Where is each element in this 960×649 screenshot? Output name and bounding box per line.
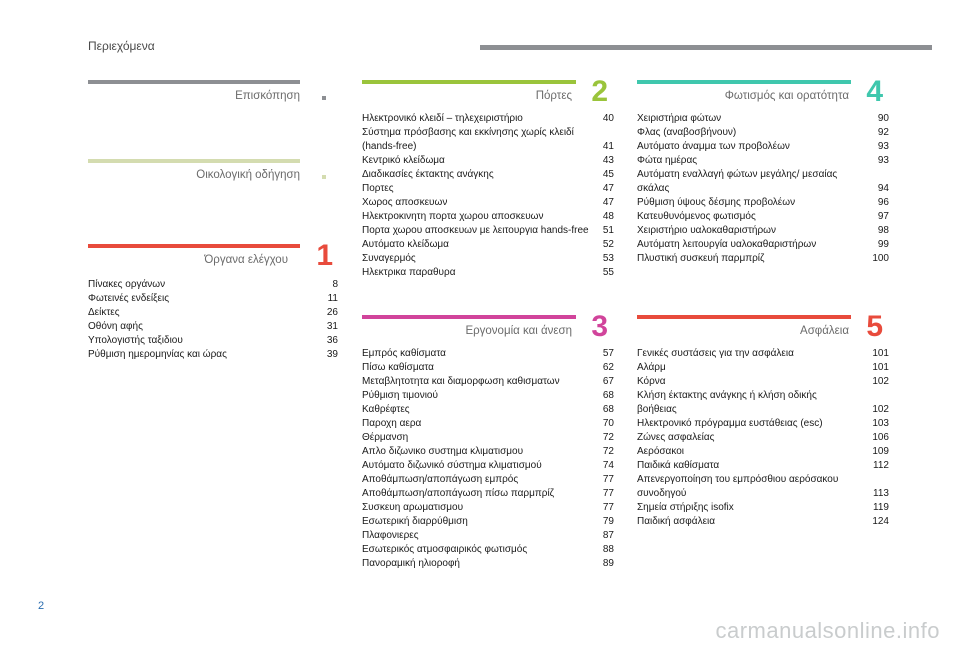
toc-entry-page: 41 (602, 141, 614, 152)
toc-entry-title: Σημεία στήριξης isofix (637, 502, 734, 513)
toc-entry[interactable] (637, 140, 889, 154)
toc-entry-title: Ηλεκτρονικό κλειδί – τηλεχειριστήριο (362, 113, 523, 124)
toc-entry[interactable] (88, 306, 338, 320)
toc-entry-page: 106 (872, 432, 889, 443)
toc-entry-page: 55 (602, 267, 614, 278)
toc-entry-title: Πλαφονιερες (362, 530, 419, 541)
toc-entry-page: 8 (332, 279, 338, 290)
toc-entry[interactable] (637, 417, 889, 431)
toc-entry-title: Μεταβλητοτητα και διαμορφωση καθισματων (362, 376, 560, 387)
toc-entry[interactable] (637, 445, 889, 459)
toc-entry-page: 67 (602, 376, 614, 387)
toc-entry-title: Υπολογιστής ταξιδιου (88, 335, 183, 346)
toc-entry-title: Πίνακες οργάνων (88, 279, 166, 290)
toc-entry-page: 93 (877, 155, 889, 166)
section-number: 3 (591, 310, 608, 343)
toc-entry-title: Αυτόματη εναλλαγή φώτων μεγάλης/ μεσαίας σκάλας (637, 169, 838, 194)
toc-entry-title: Χωρος αποσκευων (362, 197, 448, 208)
toc-entry[interactable] (362, 126, 614, 154)
toc-entry-title: Παιδική ασφάλεια (637, 516, 716, 527)
toc-entry-title: Αποθάμπωση/αποπάγωση εμπρός (362, 474, 519, 485)
toc-entry-page: 102 (872, 404, 889, 415)
toc-entry-page: 77 (602, 474, 614, 485)
toc-entry-page: 79 (602, 516, 614, 527)
toc-entry-title: Αυτόματη λειτουργία υαλοκαθαριστήρων (637, 239, 817, 250)
toc-entry-page: 99 (877, 239, 889, 250)
toc-entry[interactable] (88, 278, 338, 292)
toc-entry-title: Απλο διζωνικο συστημα κλιματισμου (362, 446, 524, 457)
toc-entry-title: Συναγερμός (362, 253, 416, 264)
toc-entry[interactable] (362, 515, 614, 529)
section-title[interactable]: Φωτισμός και ορατότητα (724, 90, 849, 102)
toc-entry[interactable] (362, 389, 614, 403)
toc-entry-title: Ηλεκτρικα παραθυρα (362, 267, 456, 278)
toc-entry-page: 113 (873, 488, 889, 499)
toc-entry[interactable] (362, 210, 614, 224)
toc-entry-page: 68 (602, 404, 614, 415)
toc-entry[interactable] (362, 375, 614, 389)
toc-entry-page: 52 (602, 239, 614, 250)
toc-entry[interactable] (362, 529, 614, 543)
toc-entry[interactable] (362, 473, 614, 487)
toc-entry-title: Αλάρμ (637, 362, 666, 373)
section-rule (362, 315, 576, 319)
toc-entry[interactable] (362, 266, 614, 280)
toc-entry[interactable] (637, 238, 889, 252)
toc-entry-title: Φωτεινές ενδείξεις (88, 293, 170, 304)
toc-entry-title: Αερόσακοι (637, 446, 684, 457)
toc-entry[interactable] (362, 238, 614, 252)
toc-entry-page: 53 (602, 253, 614, 264)
toc-entry-title: Ζώνες ασφαλείας (637, 432, 715, 443)
section-rule (637, 315, 851, 319)
toc-entry-title: Ηλεκτρονικό πρόγραμμα ευστάθειας (esc) (637, 418, 823, 429)
toc-entry-title: Πορτα χωρου αποσκευων με λειτουργια hands-free (362, 225, 589, 236)
toc-entry[interactable] (637, 210, 889, 224)
toc-entry-page: 72 (602, 446, 614, 457)
toc-entry-page: 51 (602, 225, 614, 236)
toc-entry-page: 89 (602, 558, 614, 569)
toc-entry-page: 72 (602, 432, 614, 443)
toc-list (362, 347, 614, 571)
section-title[interactable]: Πόρτες (535, 90, 572, 102)
toc-list (637, 112, 889, 266)
section-rule (88, 80, 300, 84)
toc-entry[interactable] (362, 252, 614, 266)
toc-entry[interactable] (637, 473, 889, 501)
toc-entry-page: 36 (326, 335, 338, 346)
toc-entry-title: Ηλεκτροκινητη πορτα χωρου αποσκευων (362, 211, 544, 222)
toc-entry-title: Κλήση έκτακτης ανάγκης ή κλήση οδικής βοήθειας (637, 390, 817, 415)
toc-entry-page: 74 (602, 460, 614, 471)
toc-entry-page: 11 (327, 293, 338, 304)
toc-entry-page: 109 (872, 446, 889, 457)
toc-entry-page: 103 (872, 418, 889, 429)
toc-entry[interactable] (637, 154, 889, 168)
toc-entry-title: Ρύθμιση ύψους δέσμης προβολέων (637, 197, 796, 208)
toc-entry-title: Παιδικά καθίσματα (637, 460, 720, 471)
toc-entry-title: Φώτα ημέρας (637, 155, 698, 166)
toc-entry-page: 43 (602, 155, 614, 166)
toc-entry-page: 90 (877, 113, 889, 124)
toc-entry[interactable] (637, 112, 889, 126)
toc-entry[interactable] (637, 389, 889, 417)
toc-entry-page: 77 (602, 502, 614, 513)
toc-entry-title: Εμπρός καθίσματα (362, 348, 446, 359)
toc-entry-title: Αυτόματο κλείδωμα (362, 239, 449, 250)
toc-entry[interactable] (637, 431, 889, 445)
toc-entry-page: 119 (873, 502, 889, 513)
toc-entry[interactable] (362, 403, 614, 417)
toc-entry-page: 62 (602, 362, 614, 373)
toc-entry[interactable] (362, 501, 614, 515)
header-divider (480, 45, 932, 50)
section-title[interactable]: Επισκόπηση (235, 90, 300, 102)
toc-entry-title: Γενικές συστάσεις για την ασφάλεια (637, 348, 794, 359)
toc-entry-page: 47 (602, 197, 614, 208)
toc-entry-page: 92 (877, 127, 889, 138)
toc-entry[interactable] (362, 361, 614, 375)
section-marker-dot (322, 175, 326, 179)
toc-entry-title: Συσκευη αρωματισμου (362, 502, 464, 513)
toc-entry-title: Αυτόματο άναμμα των προβολέων (637, 141, 790, 152)
toc-entry-page: 48 (602, 211, 614, 222)
toc-entry-page: 88 (602, 544, 614, 555)
toc-entry[interactable] (88, 292, 338, 306)
toc-entry-title: Εσωτερικός ατμοσφαιρικός φωτισμός (362, 544, 528, 555)
toc-entry[interactable] (362, 417, 614, 431)
toc-entry-page: 98 (877, 225, 889, 236)
toc-entry-page: 94 (877, 183, 889, 194)
toc-entry[interactable] (362, 168, 614, 182)
page-header-title: Περιεχόμενα (88, 39, 155, 53)
toc-list (88, 278, 338, 362)
toc-entry-page: 87 (602, 530, 614, 541)
toc-entry[interactable] (637, 375, 889, 389)
toc-entry[interactable] (362, 196, 614, 210)
toc-entry[interactable] (362, 445, 614, 459)
toc-entry-title: Καθρέφτες (362, 404, 410, 415)
toc-entry-title: Κατευθυνόμενος φωτισμός (637, 211, 756, 222)
toc-entry-page: 70 (602, 418, 614, 429)
toc-entry[interactable] (637, 196, 889, 210)
toc-entry-title: Εσωτερική διαρρύθμιση (362, 516, 468, 527)
section-number: 2 (591, 75, 608, 108)
toc-entry-title: Κεντρικό κλείδωμα (362, 155, 445, 166)
toc-entry-page: 68 (602, 390, 614, 401)
toc-entry-page: 124 (872, 516, 889, 527)
toc-entry[interactable] (637, 515, 889, 529)
toc-entry[interactable] (88, 320, 338, 334)
toc-entry-page: 47 (602, 183, 614, 194)
toc-entry-title: Χειριστήριο υαλοκαθαριστήρων (637, 225, 776, 236)
toc-entry-title: Θέρμανση (362, 432, 409, 443)
toc-entry[interactable] (362, 487, 614, 501)
toc-entry[interactable] (637, 126, 889, 140)
toc-entry[interactable] (88, 334, 338, 348)
toc-entry-title: Διαδικασίες έκτακτης ανάγκης (362, 169, 494, 180)
toc-entry-title: Αποθάμπωση/αποπάγωση πίσω παρμπρίζ (362, 488, 555, 499)
toc-entry-title: Οθόνη αφής (88, 321, 143, 332)
toc-entry-page: 31 (326, 321, 338, 332)
toc-entry-title: Φλας (αναβοσβήνουν) (637, 127, 737, 138)
toc-entry-title: Σύστημα πρόσβασης και εκκίνησης χωρίς κλειδί (hands-free) (362, 127, 574, 152)
toc-entry-page: 26 (326, 307, 338, 318)
toc-entry[interactable] (362, 182, 614, 196)
toc-list (362, 112, 614, 280)
toc-entry[interactable] (637, 168, 889, 196)
toc-entry-page: 96 (877, 197, 889, 208)
toc-entry[interactable] (362, 112, 614, 126)
toc-entry[interactable] (637, 501, 889, 515)
toc-entry[interactable] (362, 543, 614, 557)
toc-entry-title: Πίσω καθίσματα (362, 362, 434, 373)
toc-entry-title: Πανοραμική ηλιοροφή (362, 558, 460, 569)
toc-entry-page: 39 (326, 349, 338, 360)
section-rule (362, 80, 576, 84)
toc-entry[interactable] (362, 431, 614, 445)
toc-entry-page: 101 (872, 348, 889, 359)
section-title[interactable]: Ασφάλεια (800, 325, 849, 337)
toc-entry[interactable] (637, 361, 889, 375)
toc-entry-page: 57 (602, 348, 614, 359)
toc-entry-title: Ρύθμιση ημερομηνίας και ώρας (88, 349, 227, 360)
toc-entry[interactable] (362, 224, 614, 238)
toc-entry-title: Ρύθμιση τιμονιού (362, 390, 438, 401)
section-rule (88, 159, 300, 163)
toc-entry-title: Χειριστήρια φώτων (637, 113, 722, 124)
toc-list (637, 347, 889, 529)
toc-entry-title: Πορτες (362, 183, 394, 194)
section-number: 4 (866, 75, 883, 108)
toc-entry-title: Αυτόματο διζωνικό σύστημα κλιματισμού (362, 460, 542, 471)
toc-entry[interactable] (88, 348, 338, 362)
section-rule (637, 80, 851, 84)
toc-entry-title: Πλυστική συσκευή παρμπρίζ (637, 253, 765, 264)
section-number: 1 (316, 239, 333, 272)
toc-entry[interactable] (637, 224, 889, 238)
toc-entry[interactable] (637, 252, 889, 266)
toc-entry-title: Δείκτες (88, 307, 120, 318)
toc-entry-page: 102 (872, 376, 889, 387)
toc-entry-page: 97 (877, 211, 889, 222)
toc-entry[interactable] (362, 459, 614, 473)
toc-entry[interactable] (362, 557, 614, 571)
toc-entry[interactable] (637, 459, 889, 473)
toc-entry-page: 93 (877, 141, 889, 152)
toc-entry-page: 40 (602, 113, 614, 124)
watermark-text: carmanualsonline.info (715, 618, 940, 643)
page-number: 2 (38, 600, 45, 612)
toc-entry-page: 112 (873, 460, 889, 471)
toc-entry-title: Απενεργοποίηση του εμπρόσθιου αερόσακου συνοδηγού (637, 474, 839, 499)
toc-entry-page: 101 (872, 362, 889, 373)
toc-entry[interactable] (362, 347, 614, 361)
section-title[interactable]: Όργανα ελέγχου (204, 254, 288, 266)
section-rule (88, 244, 300, 248)
toc-entry[interactable] (637, 347, 889, 361)
section-marker-dot (322, 96, 326, 100)
toc-entry[interactable] (362, 154, 614, 168)
toc-entry-page: 77 (602, 488, 614, 499)
section-title[interactable]: Οικολογική οδήγηση (196, 169, 300, 181)
section-number: 5 (866, 310, 883, 343)
toc-entry-title: Κόρνα (637, 376, 666, 387)
toc-entry-page: 100 (872, 253, 889, 264)
section-title[interactable]: Εργονομία και άνεση (465, 325, 572, 337)
toc-entry-title: Παροχη αερα (362, 418, 422, 429)
toc-entry-page: 45 (602, 169, 614, 180)
